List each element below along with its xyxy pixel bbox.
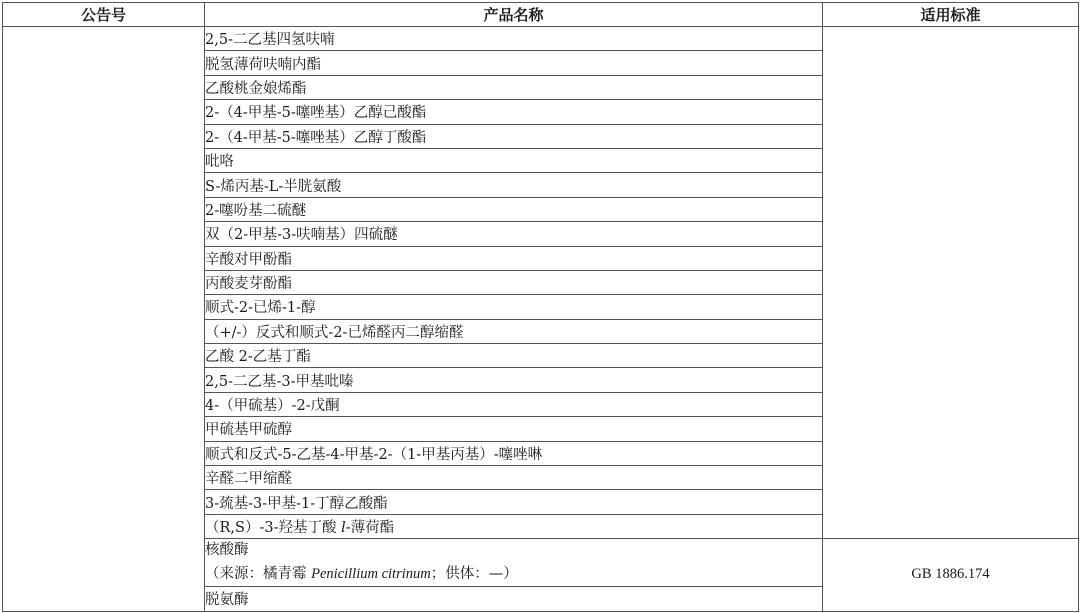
enzyme-source — [205, 563, 822, 587]
product-name-cell: 乙酸 2-乙基丁酯 — [205, 344, 823, 368]
product-name-cell: 吡咯 — [205, 148, 823, 172]
product-name-cell: 脱氢薄荷呋喃内酯 — [205, 51, 823, 75]
product-name-cell: 丙酸麦芽酚酯 — [205, 270, 823, 294]
product-name-cell: 顺式和反式-5-乙基-4-甲基-2-（1-甲基丙基）-噻唑啉 — [205, 441, 823, 465]
table-row — [3, 27, 1079, 51]
product-name-cell — [205, 514, 823, 538]
product-name-cell: 4-（甲硫基）-2-戊酮 — [205, 392, 823, 416]
product-name-cell: 双（2-甲基-3-呋喃基）四硫醚 — [205, 222, 823, 246]
enzyme-source-prefix: （来源：橘青霉 — [205, 565, 312, 582]
row21-suffix: -薄荷酯 — [345, 520, 395, 536]
enzyme-source-suffix: ；供体：—） — [430, 565, 518, 582]
product-name-cell: 乙酸桃金娘烯酯 — [205, 75, 823, 99]
product-name-cell: （+/-）反式和顺式-2-已烯醛丙二醇缩醛 — [205, 319, 823, 343]
product-name-cell: 辛酸对甲酚酯 — [205, 246, 823, 270]
product-name-cell: 3-巯基-3-甲基-1-丁醇乙酸酯 — [205, 490, 823, 514]
row21-prefix: （R,S）-3-羟基丁酸 — [205, 520, 342, 536]
product-name-cell: 2,5-二乙基-3-甲基吡嗪 — [205, 368, 823, 392]
enzyme-name-cell: 脱氨酶 — [205, 587, 823, 611]
product-name-cell: 甲硫基甲硫醇 — [205, 417, 823, 441]
header-standard: 适用标准 — [823, 3, 1079, 27]
enzyme-name: 核酸酶 — [205, 542, 249, 559]
product-name-cell: 辛醛二甲缩醛 — [205, 466, 823, 490]
product-table — [2, 2, 1079, 612]
enzyme-name-cell — [205, 539, 823, 587]
product-name-cell: 2-（4-甲基-5-噻唑基）乙醇己酸酯 — [205, 100, 823, 124]
product-name-cell: 顺式-2-已烯-1-醇 — [205, 295, 823, 319]
standard-cell-empty — [823, 27, 1079, 539]
announcement-cell — [3, 27, 205, 612]
header-announcement-no: 公告号 — [3, 3, 205, 27]
standard-cell: GB 1886.174 — [823, 539, 1079, 611]
enzyme-source-organism: Penicillium citrinum — [311, 565, 431, 582]
product-name-cell: 2-噻吩基二硫醚 — [205, 197, 823, 221]
header-product-name: 产品名称 — [205, 3, 823, 27]
product-name-cell: S-烯丙基-L-半胱氨酸 — [205, 173, 823, 197]
row21-italic: l — [341, 520, 346, 536]
product-name-cell: 2,5-二乙基四氢呋喃 — [205, 27, 823, 51]
product-name-cell: 2-（4-甲基-5-噻唑基）乙醇丁酸酯 — [205, 124, 823, 148]
table-header-row — [3, 3, 1079, 27]
